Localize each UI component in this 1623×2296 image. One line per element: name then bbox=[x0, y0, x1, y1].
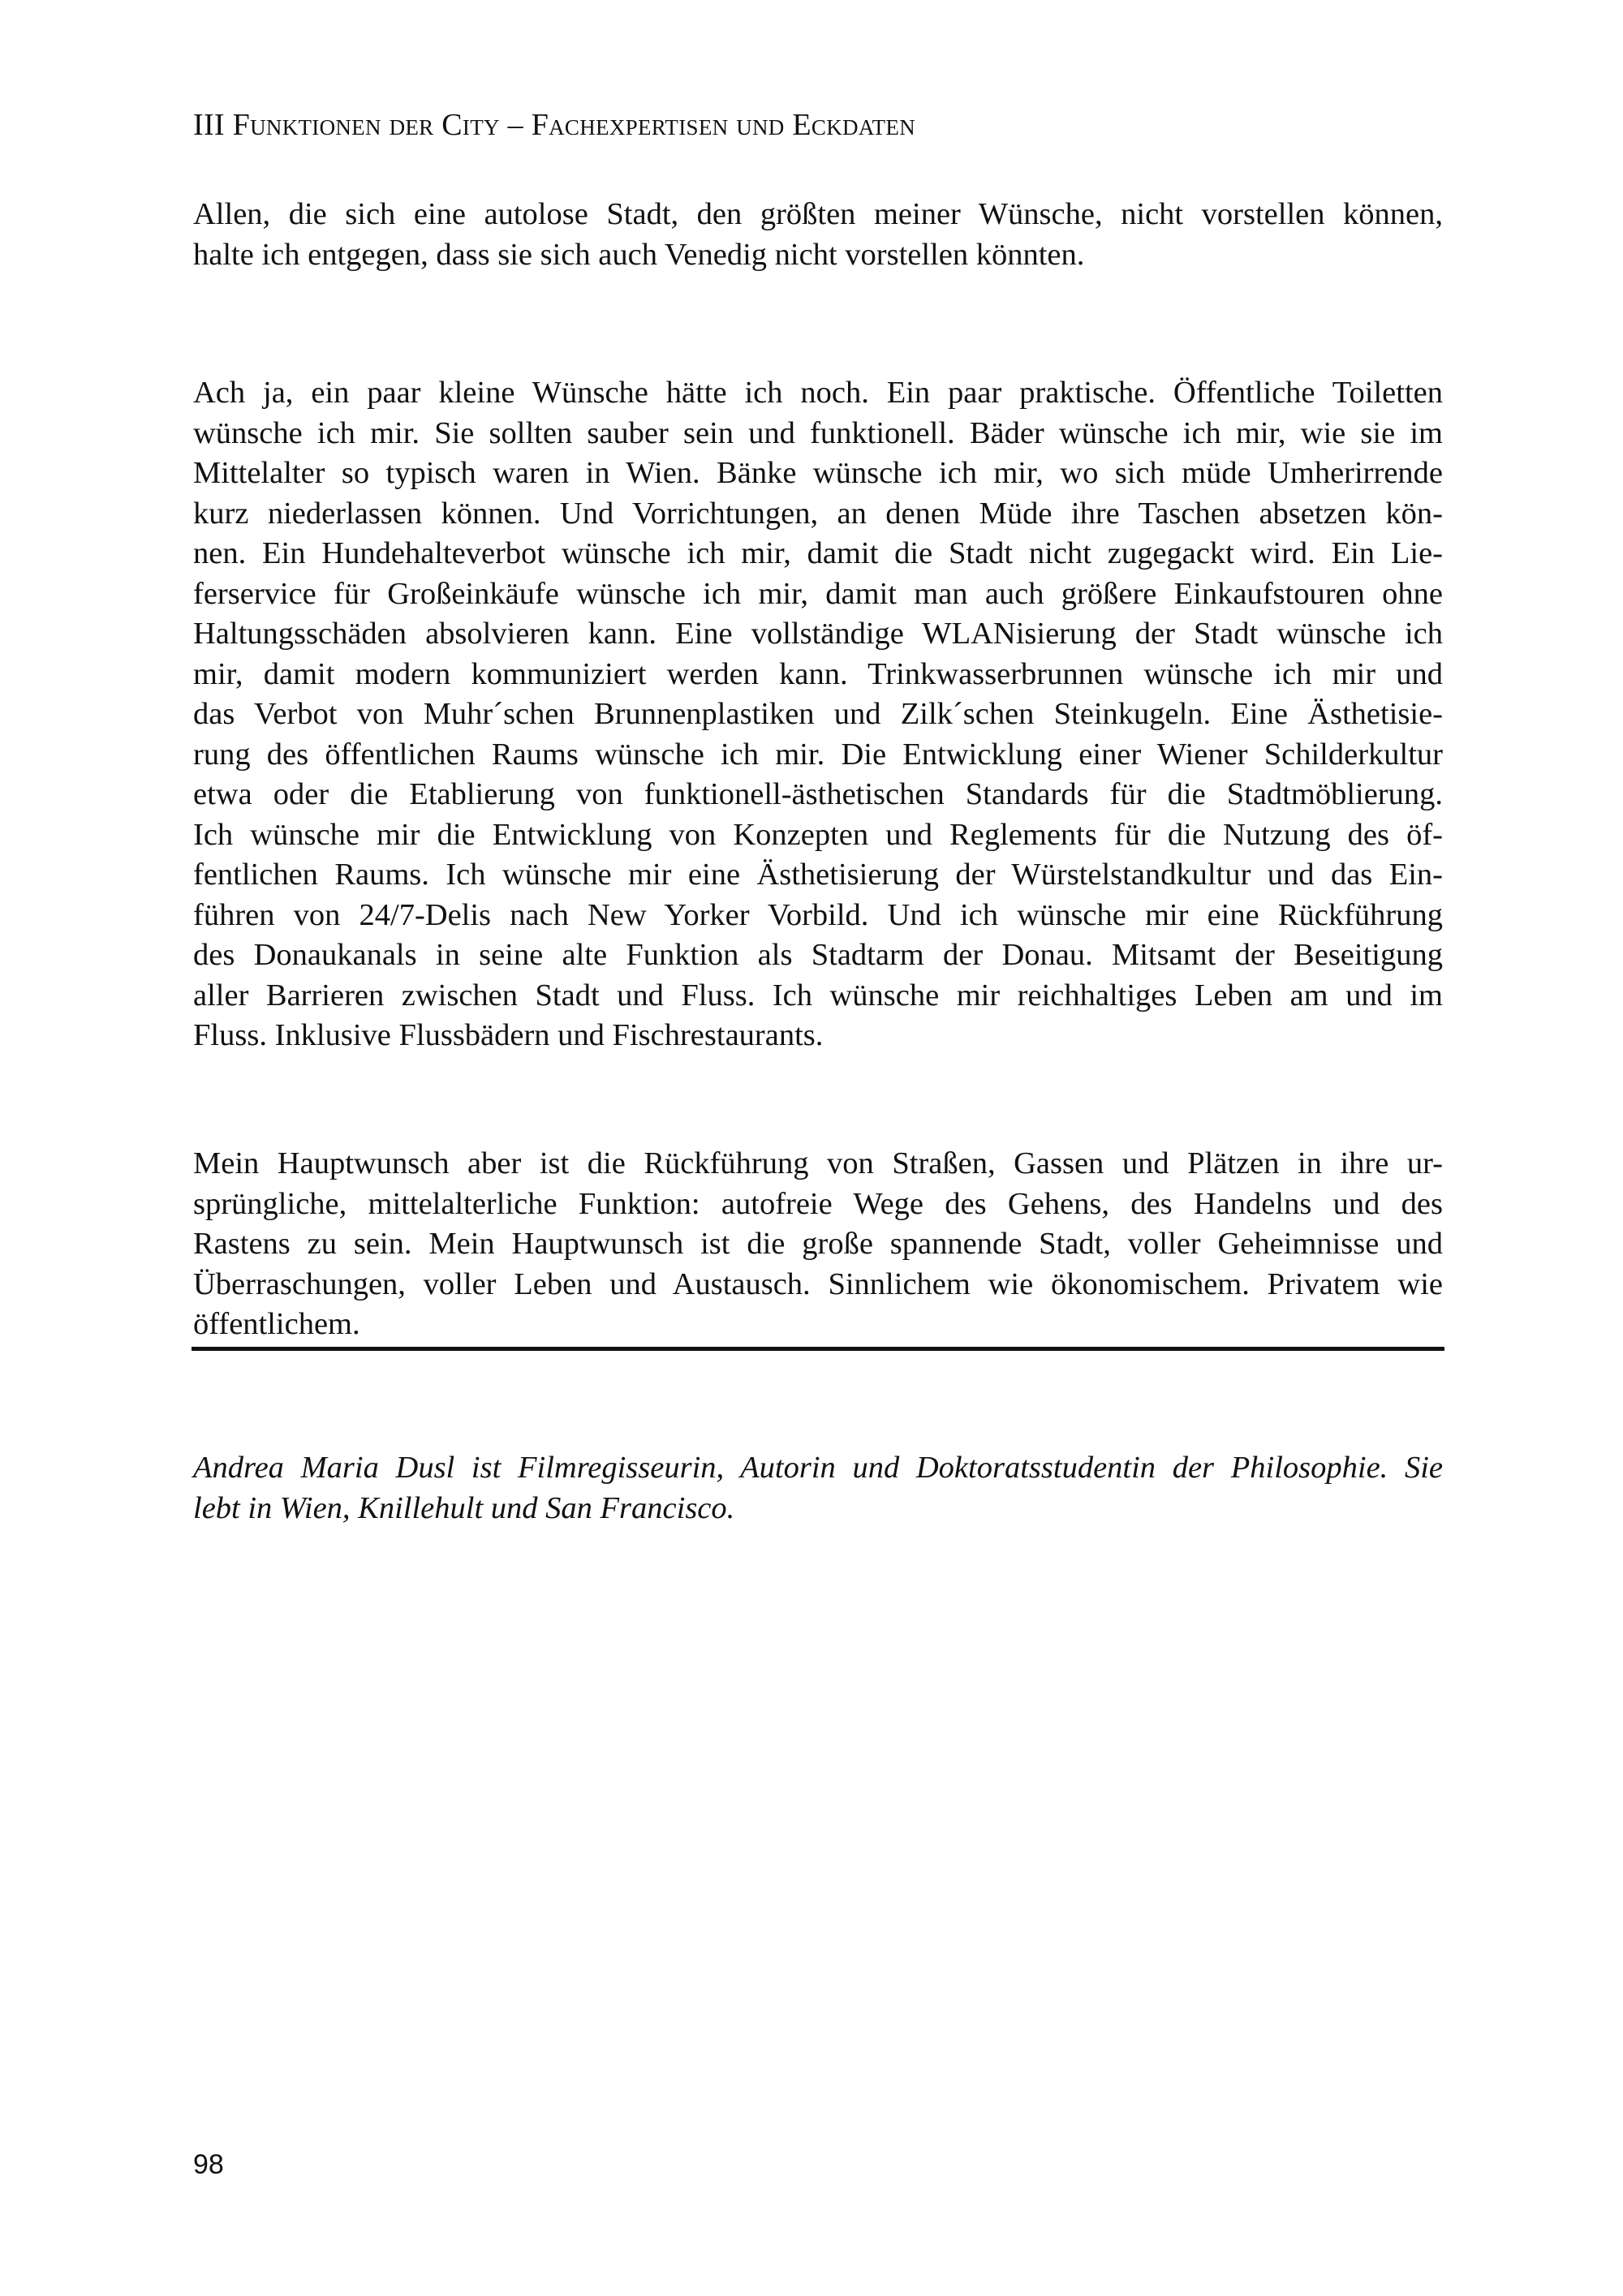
text-line: kurz niederlassen können. Und Vorrichtungen, an denen Müde ihre Taschen absetzen kön- bbox=[193, 496, 1443, 531]
text-line: das Verbot von Muhr´schen Brunnenplastiken und Zilk´schen Steinkugeln. Eine Ästhetisie- bbox=[193, 697, 1443, 731]
text-line: öffentlichem. bbox=[193, 1307, 360, 1341]
text-line: Allen, die sich eine autolose Stadt, den größten meiner Wünsche, nicht vorstellen können, bbox=[193, 197, 1443, 231]
author-note bbox=[193, 1448, 1443, 1529]
paragraph-hauptwunsch bbox=[193, 1144, 1443, 1345]
text-line: führen von 24/7-Delis nach New Yorker Vorbild. Und ich wünsche mir eine Rückführung bbox=[193, 897, 1443, 932]
text-line: sprüngliche, mittelalterliche Funktion: autofreie Wege des Gehens, des Handelns und des bbox=[193, 1186, 1443, 1221]
text-line: wünsche ich mir. Sie sollten sauber sein und funktionell. Bäder wünsche ich mir, wie sie im bbox=[193, 415, 1443, 450]
text-line: etwa oder die Etablierung von funktionell-ästhetischen Standards für die Stadtmöblierung. bbox=[193, 777, 1443, 811]
page-number: 98 bbox=[193, 2149, 224, 2180]
text-line: Fluss. Inklusive Flussbädern und Fischrestaurants. bbox=[193, 1018, 824, 1052]
author-note-line: lebt in Wien, Knillehult und San Francisco. bbox=[193, 1490, 735, 1525]
text-line: des Donaukanals in seine alte Funktion als Stadtarm der Donau. Mitsamt der Beseitigung bbox=[193, 938, 1443, 972]
text-line: ferservice für Großeinkäufe wünsche ich mir, damit man auch größere Einkaufstouren ohne bbox=[193, 576, 1443, 611]
paragraph-autolose-stadt bbox=[193, 195, 1443, 275]
running-head: III Funktionen der City – Fachexpertisen und Eckdaten bbox=[193, 108, 916, 142]
text-line: Mein Hauptwunsch aber ist die Rückführung von Straßen, Gassen und Plätzen in ihre ur- bbox=[193, 1146, 1443, 1180]
paragraph-kleine-wuensche bbox=[193, 373, 1443, 1056]
text-line: Mittelalter so typisch waren in Wien. Bänke wünsche ich mir, wo sich müde Umherirrende bbox=[193, 456, 1443, 490]
text-line: aller Barrieren zwischen Stadt und Fluss. Ich wünsche mir reichhaltiges Leben am und im bbox=[193, 978, 1443, 1013]
text-line: rung des öffentlichen Raums wünsche ich mir. Die Entwicklung einer Wiener Schilderkultur bbox=[193, 737, 1443, 772]
text-line: Ich wünsche mir die Entwicklung von Konzepten und Reglements für die Nutzung des öf- bbox=[193, 817, 1443, 852]
text-line: Rastens zu sein. Mein Hauptwunsch ist die große spannende Stadt, voller Geheimnisse und bbox=[193, 1227, 1443, 1261]
text-line: Haltungsschäden absolvieren kann. Eine vollständige WLANisierung der Stadt wünsche ich bbox=[193, 617, 1443, 651]
section-divider bbox=[192, 1347, 1444, 1351]
text-line: Überraschungen, voller Leben und Austausch. Sinnlichem wie ökonomischem. Privatem wie bbox=[193, 1266, 1443, 1301]
text-line: fentlichen Raums. Ich wünsche mir eine Ästhetisierung der Würstelstandkultur und das Ein- bbox=[193, 858, 1443, 892]
text-line: Ach ja, ein paar kleine Wünsche hätte ich noch. Ein paar praktische. Öffentliche Toiletten bbox=[193, 376, 1443, 410]
text-line: halte ich entgegen, dass sie sich auch Venedig nicht vorstellen könnten. bbox=[193, 237, 1085, 272]
text-line: mir, damit modern kommuniziert werden kann. Trinkwasserbrunnen wünsche ich mir und bbox=[193, 656, 1443, 691]
author-note-line: Andrea Maria Dusl ist Filmregisseurin, Autorin und Doktoratsstudentin der Philosophie. Sie bbox=[193, 1451, 1443, 1485]
text-line: nen. Ein Hundehalteverbot wünsche ich mir, damit die Stadt nicht zugegackt wird. Ein Lie- bbox=[193, 536, 1443, 570]
